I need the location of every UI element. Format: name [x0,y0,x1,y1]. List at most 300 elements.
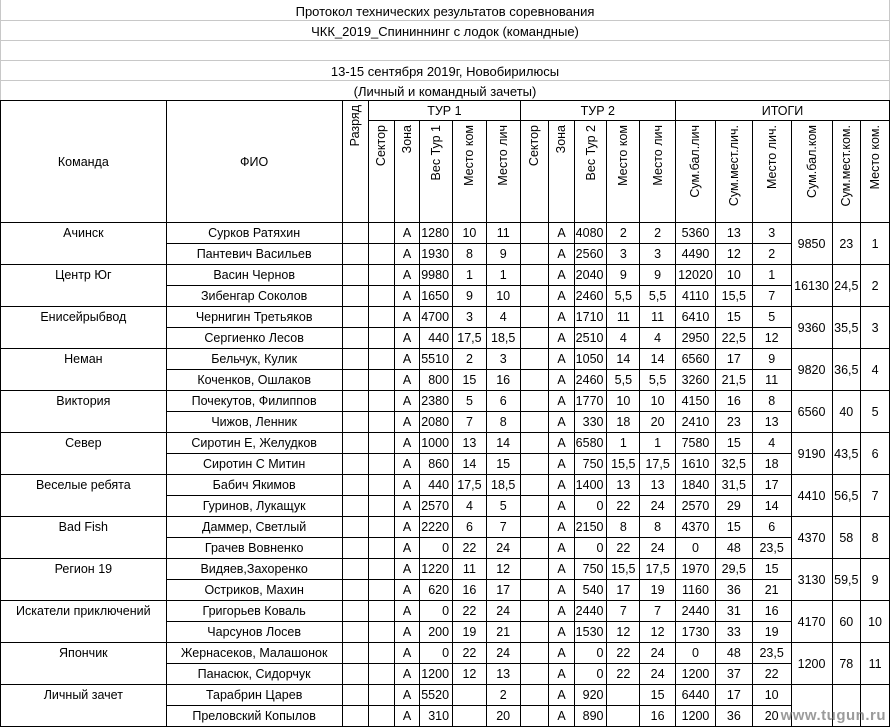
sector-cell-2 [520,538,549,559]
participant-name: Бельчук, Кулик [166,349,342,370]
place-ind-cell-2: 7 [640,601,676,622]
sum-points-ind-cell: 1160 [676,580,716,601]
header-gridline [0,60,890,61]
table-row [1,391,890,412]
place-ind-total-cell: 9 [752,349,791,370]
place-team-cell-1: 17,5 [453,475,487,496]
sum-places-team-cell: 59,5 [832,559,861,601]
table-row [1,433,890,454]
sum-points-ind-cell: 2440 [676,601,716,622]
place-ind-cell-1: 17 [486,580,520,601]
zone-cell-2: А [549,391,575,412]
zone-cell-1: А [394,538,420,559]
place-ind-total-cell: 19 [752,622,791,643]
sum-points-ind-cell: 4150 [676,391,716,412]
weight-cell-1: 5520 [420,685,453,706]
rank-cell [342,454,369,475]
sector-cell-2 [520,517,549,538]
sum-places-team-cell: 36,5 [832,349,861,391]
sector-cell-1 [369,559,395,580]
team-name: Неман [1,349,167,391]
sum-places-ind-cell: 32,5 [715,454,752,475]
place-ind-total-cell: 4 [752,433,791,454]
zone-cell-2: А [549,265,575,286]
sector-cell-1 [369,685,395,706]
sum-points-ind-cell: 1200 [676,664,716,685]
place-ind-cell-2: 10 [640,391,676,412]
weight-cell-1: 2570 [420,496,453,517]
place-team-total-cell: 9 [861,559,890,601]
sum-places-ind-cell: 29,5 [715,559,752,580]
participant-name: Сурков Ратяхин [166,223,342,244]
column-header-sector-1: Сектор [369,121,395,223]
place-ind-cell-1: 15 [486,454,520,475]
rank-cell [342,580,369,601]
place-ind-cell-1: 14 [486,433,520,454]
column-header-place-team-total: Место ком. [861,121,890,223]
place-ind-cell-1: 11 [486,223,520,244]
team-name: Искатели приключений [1,601,167,643]
place-ind-cell-2: 4 [640,328,676,349]
participant-name: Преловский Копылов [166,706,342,727]
sector-cell-2 [520,622,549,643]
zone-cell-1: А [394,265,420,286]
participant-name: Чижов, Ленник [166,412,342,433]
weight-cell-2: 1530 [574,622,607,643]
sum-places-ind-cell: 33 [715,622,752,643]
sector-cell-1 [369,517,395,538]
place-team-cell-2: 2 [607,223,640,244]
sum-places-ind-cell: 15,5 [715,286,752,307]
results-table [0,100,890,727]
sum-points-ind-cell: 2410 [676,412,716,433]
place-ind-cell-1: 7 [486,517,520,538]
event-scope: (Личный и командный зачеты) [353,84,537,99]
table-row [1,475,890,496]
participant-name: Жернасеков, Малашонок [166,643,342,664]
place-team-total-cell: 2 [861,265,890,307]
weight-cell-2: 920 [574,685,607,706]
place-team-cell-1: 14 [453,454,487,475]
participant-name: Тарабрин Царев [166,685,342,706]
weight-cell-2: 2510 [574,328,607,349]
weight-cell-1: 2380 [420,391,453,412]
sum-places-team-cell: 58 [832,517,861,559]
place-team-cell-2: 9 [607,265,640,286]
place-team-cell-2: 1 [607,433,640,454]
sector-cell-2 [520,370,549,391]
sum-places-ind-cell: 17 [715,349,752,370]
table-row [1,643,890,664]
weight-cell-1: 2080 [420,412,453,433]
place-team-cell-1: 22 [453,601,487,622]
weight-cell-2: 1770 [574,391,607,412]
sum-points-ind-cell: 7580 [676,433,716,454]
zone-cell-2: А [549,370,575,391]
weight-cell-1: 1280 [420,223,453,244]
protocol-title: Протокол технических результатов соревнования [295,4,595,19]
sum-points-ind-cell: 1200 [676,706,716,727]
table-row [1,349,890,370]
sum-places-ind-cell: 36 [715,706,752,727]
column-header-zone-1: Зона [394,121,420,223]
rank-cell [342,307,369,328]
place-team-total-cell: 6 [861,433,890,475]
place-team-cell-2: 18 [607,412,640,433]
sector-cell-2 [520,433,549,454]
place-team-cell-1: 8 [453,244,487,265]
column-header-sum-places-team: Сум.мест.ком. [832,121,861,223]
sector-cell-2 [520,328,549,349]
rank-cell [342,286,369,307]
column-header-zone-2: Зона [549,121,575,223]
place-team-cell-2: 22 [607,643,640,664]
participant-name: Чернигин Третьяков [166,307,342,328]
place-ind-cell-1: 1 [486,265,520,286]
zone-cell-1: А [394,223,420,244]
sector-cell-1 [369,475,395,496]
sum-points-ind-cell: 2570 [676,496,716,517]
sum-points-ind-cell: 1970 [676,559,716,580]
team-name: Север [1,433,167,475]
rank-cell [342,244,369,265]
weight-cell-1: 1200 [420,664,453,685]
sector-cell-2 [520,706,549,727]
sum-points-team-cell: 1200 [791,643,832,685]
sector-cell-2 [520,475,549,496]
rank-cell [342,349,369,370]
place-team-cell-1: 9 [453,286,487,307]
weight-cell-2: 2460 [574,370,607,391]
participant-name: Сергиенко Лесов [166,328,342,349]
place-team-cell-2: 5,5 [607,370,640,391]
zone-cell-1: А [394,580,420,601]
column-header-rank: Разряд [342,101,369,223]
place-ind-total-cell: 5 [752,307,791,328]
place-team-cell-2: 13 [607,475,640,496]
place-team-total-cell: 11 [861,643,890,685]
column-header-name: ФИО [166,101,342,223]
place-team-cell-1: 15 [453,370,487,391]
place-ind-cell-2: 1 [640,433,676,454]
place-team-cell-2: 12 [607,622,640,643]
rank-cell [342,265,369,286]
weight-cell-1: 0 [420,643,453,664]
place-ind-cell-2: 5,5 [640,370,676,391]
place-team-cell-1: 22 [453,643,487,664]
rank-cell [342,223,369,244]
participant-name: Грачев Вовненко [166,538,342,559]
sum-places-ind-cell: 16 [715,391,752,412]
place-ind-total-cell: 6 [752,517,791,538]
rank-cell [342,412,369,433]
table-row [1,559,890,580]
weight-cell-1: 440 [420,475,453,496]
zone-cell-2: А [549,517,575,538]
sum-points-team-cell: 3130 [791,559,832,601]
sum-points-ind-cell: 4110 [676,286,716,307]
participant-name: Сиротин Е, Желудков [166,433,342,454]
place-ind-cell-1: 24 [486,538,520,559]
header-gridline [0,20,890,21]
zone-cell-1: А [394,475,420,496]
sum-places-ind-cell: 15 [715,433,752,454]
weight-cell-2: 330 [574,412,607,433]
zone-cell-1: А [394,622,420,643]
weight-cell-1: 4700 [420,307,453,328]
place-ind-cell-1: 18,5 [486,328,520,349]
participant-name: Остриков, Махин [166,580,342,601]
column-header-place-ind-total: Место лич. [752,121,791,223]
column-header-place-ind-2: Место лич [640,121,676,223]
sector-cell-2 [520,307,549,328]
sector-cell-1 [369,601,395,622]
place-ind-total-cell: 3 [752,223,791,244]
table-row [1,265,890,286]
place-team-cell-2: 5,5 [607,286,640,307]
place-team-cell-2: 17 [607,580,640,601]
sector-cell-2 [520,244,549,265]
sum-points-ind-cell: 1610 [676,454,716,475]
sector-cell-2 [520,265,549,286]
table-row [1,307,890,328]
sum-places-team-cell: 24,5 [832,265,861,307]
team-name: Bad Fish [1,517,167,559]
weight-cell-1: 0 [420,538,453,559]
place-team-cell-1 [453,706,487,727]
place-team-total-cell: 7 [861,475,890,517]
zone-cell-2: А [549,538,575,559]
zone-cell-1: А [394,307,420,328]
sector-cell-1 [369,580,395,601]
zone-cell-2: А [549,412,575,433]
rank-cell [342,622,369,643]
sector-cell-2 [520,391,549,412]
zone-cell-1: А [394,496,420,517]
sum-points-team-cell: 9820 [791,349,832,391]
sum-places-ind-cell: 36 [715,580,752,601]
zone-cell-2: А [549,454,575,475]
zone-cell-2: А [549,601,575,622]
place-team-cell-1: 2 [453,349,487,370]
sector-cell-1 [369,643,395,664]
sector-cell-2 [520,223,549,244]
place-ind-total-cell: 20 [752,706,791,727]
weight-cell-1: 0 [420,601,453,622]
event-date-location: 13-15 сентября 2019г, Новобирилюсы [330,64,560,79]
weight-cell-2: 6580 [574,433,607,454]
sum-points-team-cell: 6560 [791,391,832,433]
weight-cell-2: 2560 [574,244,607,265]
participant-name: Васин Чернов [166,265,342,286]
sum-points-team-cell: 4370 [791,517,832,559]
team-name: Виктория [1,391,167,433]
sum-places-ind-cell: 22,5 [715,328,752,349]
weight-cell-2: 2040 [574,265,607,286]
sum-places-ind-cell: 31,5 [715,475,752,496]
weight-cell-2: 0 [574,538,607,559]
column-header-tour1: ТУР 1 [369,101,520,121]
place-ind-cell-2: 15 [640,685,676,706]
place-ind-cell-2: 17,5 [640,559,676,580]
sum-points-ind-cell: 6560 [676,349,716,370]
team-name: Енисейрыбвод [1,307,167,349]
team-name: Ачинск [1,223,167,265]
weight-cell-2: 0 [574,496,607,517]
sector-cell-1 [369,706,395,727]
place-ind-cell-2: 9 [640,265,676,286]
rank-cell [342,328,369,349]
place-ind-cell-2: 13 [640,475,676,496]
sector-cell-1 [369,223,395,244]
place-ind-cell-1: 5 [486,496,520,517]
sector-cell-1 [369,496,395,517]
place-team-cell-1: 12 [453,664,487,685]
place-team-cell-2: 11 [607,307,640,328]
sector-cell-1 [369,349,395,370]
place-team-cell-1: 13 [453,433,487,454]
place-ind-cell-1: 9 [486,244,520,265]
zone-cell-2: А [549,664,575,685]
header-gridline [0,80,890,81]
participant-name: Чарсунов Лосев [166,622,342,643]
place-ind-cell-1: 21 [486,622,520,643]
zone-cell-1: А [394,517,420,538]
zone-cell-2: А [549,307,575,328]
rank-cell [342,559,369,580]
place-team-cell-1: 22 [453,538,487,559]
sector-cell-1 [369,391,395,412]
sector-cell-2 [520,349,549,370]
sum-points-ind-cell: 1840 [676,475,716,496]
column-header-sum-places-ind: Сум.мест.лич. [715,121,752,223]
zone-cell-2: А [549,706,575,727]
sum-places-ind-cell: 48 [715,538,752,559]
place-ind-total-cell: 8 [752,391,791,412]
participant-name: Пантевич Васильев [166,244,342,265]
sum-points-team-cell: 9360 [791,307,832,349]
sector-cell-1 [369,244,395,265]
sector-cell-1 [369,664,395,685]
place-ind-cell-1: 10 [486,286,520,307]
zone-cell-1: А [394,286,420,307]
results-body [1,223,890,727]
weight-cell-1: 440 [420,328,453,349]
place-ind-cell-1: 20 [486,706,520,727]
place-ind-cell-1: 8 [486,412,520,433]
weight-cell-2: 4080 [574,223,607,244]
sector-cell-1 [369,622,395,643]
sum-places-ind-cell: 10 [715,265,752,286]
sector-cell-1 [369,538,395,559]
sum-places-team-cell: 43,5 [832,433,861,475]
zone-cell-2: А [549,328,575,349]
team-name: Центр Юг [1,265,167,307]
weight-cell-2: 1400 [574,475,607,496]
column-header-place-ind-1: Место лич [486,121,520,223]
participant-name: Сиротин С Митин [166,454,342,475]
zone-cell-2: А [549,244,575,265]
sector-cell-1 [369,370,395,391]
sum-places-team-cell: 35,5 [832,307,861,349]
zone-cell-1: А [394,685,420,706]
weight-cell-1: 2220 [420,517,453,538]
place-ind-total-cell: 23,5 [752,538,791,559]
place-ind-cell-1: 12 [486,559,520,580]
sum-points-team-cell: 4170 [791,601,832,643]
place-ind-total-cell: 14 [752,496,791,517]
place-team-cell-2: 22 [607,496,640,517]
place-ind-cell-2: 24 [640,664,676,685]
zone-cell-1: А [394,370,420,391]
sum-places-team-cell: 56,5 [832,475,861,517]
place-team-cell-1: 16 [453,580,487,601]
weight-cell-2: 2460 [574,286,607,307]
sum-places-team-cell: 40 [832,391,861,433]
zone-cell-1: А [394,643,420,664]
column-header-totals: ИТОГИ [676,101,890,121]
place-team-cell-2: 14 [607,349,640,370]
place-ind-total-cell: 1 [752,265,791,286]
zone-cell-2: А [549,685,575,706]
zone-cell-1: А [394,391,420,412]
sum-points-ind-cell: 0 [676,538,716,559]
participant-name: Коченков, Ошлаков [166,370,342,391]
column-header-tour2: ТУР 2 [520,101,675,121]
sum-places-team-cell: 78 [832,643,861,685]
place-team-cell-2 [607,706,640,727]
table-row [1,223,890,244]
sum-places-ind-cell: 12 [715,244,752,265]
table-row [1,517,890,538]
place-ind-total-cell: 22 [752,664,791,685]
zone-cell-1: А [394,433,420,454]
sum-points-ind-cell: 0 [676,643,716,664]
site-watermark: www.tugun.ru [780,707,886,724]
place-ind-total-cell: 18 [752,454,791,475]
participant-name: Гуринов, Лукащук [166,496,342,517]
sector-cell-2 [520,664,549,685]
rank-cell [342,391,369,412]
rank-cell [342,538,369,559]
zone-cell-2: А [549,433,575,454]
zone-cell-2: А [549,622,575,643]
zone-cell-1: А [394,349,420,370]
weight-cell-2: 0 [574,664,607,685]
sum-places-ind-cell: 21,5 [715,370,752,391]
place-team-cell-1: 17,5 [453,328,487,349]
sum-points-team-cell: 9850 [791,223,832,265]
sum-places-team-cell: 60 [832,601,861,643]
sector-cell-2 [520,559,549,580]
sector-cell-2 [520,601,549,622]
place-team-total-cell: 1 [861,223,890,265]
sector-cell-1 [369,412,395,433]
rank-cell [342,643,369,664]
rank-cell [342,370,369,391]
place-team-cell-1: 7 [453,412,487,433]
place-ind-cell-2: 24 [640,643,676,664]
zone-cell-2: А [549,349,575,370]
zone-cell-1: А [394,412,420,433]
sum-places-ind-cell: 15 [715,307,752,328]
place-ind-cell-2: 24 [640,538,676,559]
sum-points-ind-cell: 5360 [676,223,716,244]
sum-points-ind-cell: 6410 [676,307,716,328]
place-ind-cell-2: 19 [640,580,676,601]
column-header-team: Команда [1,101,167,223]
sum-points-ind-cell: 4490 [676,244,716,265]
